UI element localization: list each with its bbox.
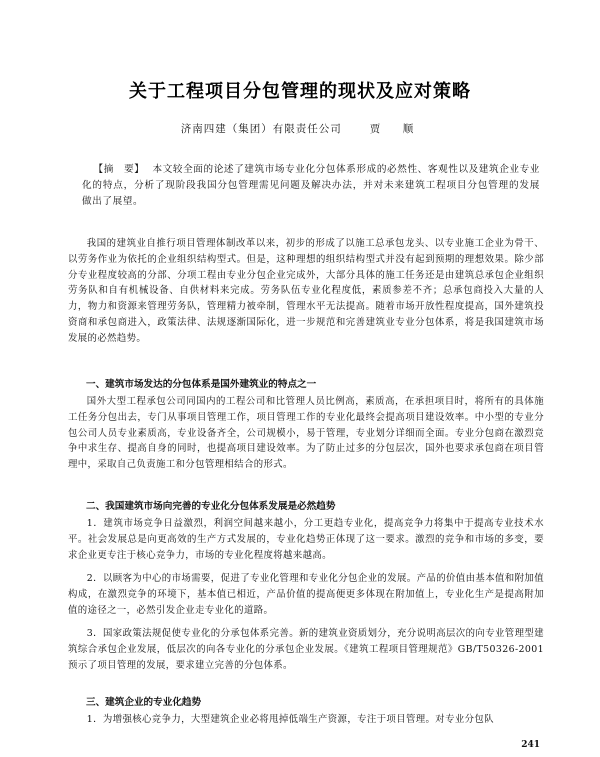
section-1-paragraph: 国外大型工程承包公司同国内的工程公司和比管理人员比例高，素质高，在承担项目时，将所有的具体施工任务分包出去，专门从事项目管理工作，项目管理工作的专业化最终会提高项目建设效率。中小型的专业分包公司人员专业素质高，专业设备齐全，公司规模小，易于管理，专业划分详细而全面。专业分包商在激烈竞争中求生存、提高自身的同时，也提高项目建设效率。为了防止过多的分包层次，国外也要求承包商在项目管理中，采取自己负责施工和分包管理相结合的形式。 (68, 396, 544, 471)
abstract-text: 本文较全面的论述了建筑市场专业化分包体系形成的必然性、客观性以及建筑企业专业化的特点，分析了现阶段我国分包管理需见问题及解决办法，并对未来建筑工程项目分包管理的发展做出了展望。 (82, 164, 541, 207)
abstract-label: 【摘 要】 (93, 164, 145, 175)
section-3-paragraph-1: 1．为增强核心竞争力，大型建筑企业必将甩掉低端生产资源，专注于项目管理。对专业分包队 (86, 714, 494, 725)
intro-paragraph: 我国的建筑业自推行项目管理体制改革以来，初步的形成了以施工总承包龙头、以专业施工企业为骨干、以劳务作业为依托的企业组织结构型式。但是，这种理想的组织结构型式并没有起到预期的理想效果。除少部分专业程度较高的分部、分项工程由专业分包企业完成外，大部分具体的施工任务还是由建筑总承包企业组织劳务队和自有机械设备、自供材料来完成。劳务队伍专业化程度低，素质参差不齐；总承包商投入大量的人力，物力和资源来管理劳务队，管理精力被牵制，管理水平无法提高。随着市场开放性程度提高，国外建筑投资商和承包商进入，政策法律、法规逐渐国际化，进一步规范和完善建筑业专业分包体系，将是我国建筑市场发展的必然趋势。 (68, 238, 544, 344)
abstract (82, 162, 540, 210)
section-2-paragraph-1: 1．建筑市场竞争日益激烈，利润空间越来越小，分工更趋专业化，提高竞争力将集中于提高专业技术水平。社会发展总是向更高效的生产方式发展的，专业化趋势正体现了这一要求。激烈的竞争和市场的多变，要求企业更专注于核心竞争力，市场的专业化程度将越来越高。 (68, 518, 544, 561)
page-number: 241 (521, 740, 540, 750)
section-1-heading: 一、建筑市场发达的分包体系是国外建筑业的特点之一 (86, 379, 317, 390)
author-name: 贾 顺 (369, 123, 420, 135)
article-title: 关于工程项目分包管理的现状及应对策略 (129, 81, 471, 102)
byline (0, 121, 600, 136)
section-2-paragraph-3: 3．国家政策法规促使专业化的分承包体系完善。新的建筑业资质划分，充分说明高层次的向专业管理型建筑综合承包企业发展，低层次的向各专业化的分承包企业发展。《建筑工程项目管理规范》GB/T50326-2001 预示了项目管理的发展，要求建立完善的分包体系。 (68, 628, 544, 671)
section-2-paragraph-2: 2．以顾客为中心的市场需要，促进了专业化管理和专业化分包企业的发展。产品的价值由基本值和附加值构成，在激烈竞争的环境下，基本值已相近，产品价值的提高便更多体现在附加值上，专业化生产是提高附加值的途径之一，必然引发企业走专业化的道路。 (68, 573, 544, 616)
affiliation: 济南四建（集团）有限责任公司 (180, 123, 342, 135)
section-2-heading: 二、我国建筑市场向完善的专业化分包体系发展是必然趋势 (86, 501, 336, 512)
section-3-heading: 三、建筑企业的专业化趋势 (86, 697, 202, 708)
